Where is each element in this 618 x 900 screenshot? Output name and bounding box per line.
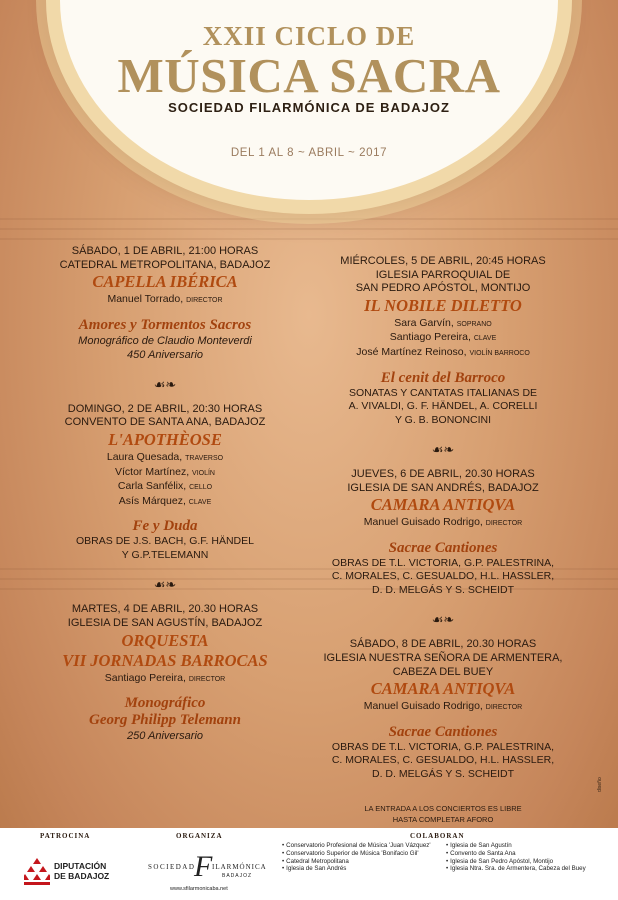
performer-name: Víctor Martínez, xyxy=(115,465,190,478)
ensemble-name: CAMARA ANTIQVA xyxy=(370,679,516,699)
collaborator-item: • Iglesia de San Pedro Apóstol, Montijo xyxy=(446,858,586,866)
concert-venue: IGLESIA NUESTRA SEÑORA DE ARMENTERA, xyxy=(323,651,563,664)
collaborator-item: • Catedral Metropolitana xyxy=(282,858,431,866)
ornament-icon: ☙❧ xyxy=(153,377,177,393)
logo-badajoz: BADAJOZ xyxy=(222,873,253,879)
concert-venue: IGLESIA DE SAN AGUSTÍN, BADAJOZ xyxy=(67,616,263,629)
concert-date: SÁBADO, 8 DE ABRIL, 20.30 HORAS xyxy=(349,638,537,651)
logo-f: F xyxy=(194,850,213,883)
program-description: 250 Aniversario xyxy=(126,730,204,743)
concert-venue: CABEZA DEL BUEY xyxy=(392,665,494,678)
concert-date: JUEVES, 6 DE ABRIL, 20.30 HORAS xyxy=(351,468,535,481)
collaborator-item: • Iglesia de San Andrés xyxy=(282,865,431,873)
program-description: 450 Aniversario xyxy=(126,348,204,361)
performer xyxy=(40,293,290,308)
concert-date: MARTES, 4 DE ABRIL, 20.30 HORAS xyxy=(71,603,259,616)
program-works: C. MORALES, C. GESUALDO, H.L. HASSLER, xyxy=(331,570,555,583)
ensemble-name: ORQUESTA xyxy=(121,630,209,650)
diputacion-line: DIPUTACIÓN xyxy=(54,861,107,871)
ornament-icon: ☙❧ xyxy=(153,578,177,594)
performer xyxy=(40,451,290,466)
concert-venue: CONVENTO DE SANTA ANA, BADAJOZ xyxy=(64,416,266,429)
colaboran-label: COLABORAN xyxy=(410,832,465,840)
left-column xyxy=(40,245,290,743)
festival-dates: DEL 1 AL 8 ~ ABRIL ~ 2017 xyxy=(230,147,388,159)
program-works: OBRAS DE T.L. VICTORIA, G.P. PALESTRINA, xyxy=(331,740,555,753)
performer-name: Santiago Pereira, xyxy=(104,671,186,684)
website-url[interactable]: www.sfilarmonicaba.net xyxy=(170,886,228,892)
program-works: D. D. MELGÁS Y S. SCHEIDT xyxy=(372,583,514,596)
patrocina-label: PATROCINA xyxy=(40,832,91,840)
program-works: D. D. MELGÁS Y S. SCHEIDT xyxy=(372,767,514,780)
performer xyxy=(40,672,290,687)
performer-role: TRAVERSO xyxy=(185,454,224,462)
admission-note-line: HASTA COMPLETAR AFORO xyxy=(392,815,494,825)
program-title: Fe y Duda xyxy=(132,518,198,535)
performer xyxy=(318,331,568,346)
program-works: C. MORALES, C. GESUALDO, H.L. HASSLER, xyxy=(331,754,555,767)
performer-name: Manuel Torrado, xyxy=(107,293,184,306)
performer xyxy=(40,480,290,495)
program-title: Amores y Tormentos Sacros xyxy=(78,316,252,333)
performer-role: DIRECTOR xyxy=(485,520,523,528)
concert-block xyxy=(40,403,290,563)
concert-venue: IGLESIA PARROQUIAL DE xyxy=(375,268,511,281)
performer-name: Manuel Guisado Rodrigo, xyxy=(363,516,483,529)
program-title: Sacrae Cantiones xyxy=(388,723,498,740)
admission-note-line: LA ENTRADA A LOS CONCIERTOS ES LIBRE xyxy=(364,804,522,814)
concert-date: MIÉRCOLES, 5 DE ABRIL, 20:45 HORAS xyxy=(340,255,546,267)
program-title: Georg Philipp Telemann xyxy=(89,712,241,729)
performer-name: Asís Márquez, xyxy=(118,494,186,507)
performer-name: Sara Garvín, xyxy=(394,316,454,329)
staff-line xyxy=(0,218,618,220)
diputacion-logo xyxy=(24,856,126,890)
concert-block xyxy=(318,468,568,597)
performer xyxy=(40,466,290,481)
concert-block xyxy=(318,255,568,427)
performer-name: Laura Quesada, xyxy=(106,450,183,463)
program-title: Monográfico xyxy=(124,695,206,712)
performer-role: CLAVE xyxy=(188,498,212,506)
ensemble-name: VII JORNADAS BARROCAS xyxy=(62,650,268,670)
collaborator-item: • Iglesia Ntra. Sra. de Armentera, Cabeza del Buey xyxy=(446,865,586,873)
concert-venue: CATEDRAL METROPOLITANA, BADAJOZ xyxy=(59,258,271,271)
staff-line xyxy=(0,228,618,230)
program-title: El cenit del Barroco xyxy=(380,369,506,386)
performer-role: DIRECTOR xyxy=(186,297,223,305)
program-works: SONATAS Y CANTATAS ITALIANAS DE xyxy=(348,386,538,399)
collaborators-right xyxy=(446,842,586,873)
performer-name: Manuel Guisado Rodrigo, xyxy=(363,700,483,713)
performer-role: VIOLÍN BARROCO xyxy=(469,349,530,357)
performer xyxy=(318,700,568,715)
program-works: Y G.P.TELEMANN xyxy=(121,548,209,561)
performer-role: CELLO xyxy=(189,484,213,492)
logo-sociedad: SOCIEDAD xyxy=(148,863,196,871)
title-line-1: XXII CICLO DE xyxy=(202,21,416,51)
performer xyxy=(318,346,568,361)
right-column xyxy=(318,255,568,825)
performer-role: DIRECTOR xyxy=(485,704,523,712)
concert-block xyxy=(40,603,290,743)
collaborator-item: • Conservatorio Superior de Música 'Bonifacio Gil' xyxy=(282,850,431,858)
organizer-name: SOCIEDAD FILARMÓNICA DE BADAJOZ xyxy=(168,100,450,115)
sociedad-filarmonica-logo xyxy=(148,846,267,896)
program-works: A. VIVALDI, G. F. HÄNDEL, A. CORELLI xyxy=(348,400,538,413)
ensemble-name: L'APOTHÈOSE xyxy=(108,429,222,449)
program-works: Y G. B. BONONCINI xyxy=(394,413,492,426)
performer-role: SOPRANO xyxy=(456,320,492,328)
diputacion-emblem-icon xyxy=(24,858,50,886)
performer-name: Carla Sanfélix, xyxy=(117,480,187,493)
program-works: OBRAS DE J.S. BACH, G.F. HÄNDEL xyxy=(76,535,254,548)
performer-name: Santiago Pereira, xyxy=(389,331,471,344)
staff-line xyxy=(0,238,618,240)
ensemble-name: IL NOBILE DILETTO xyxy=(364,295,522,315)
performer-role: CLAVE xyxy=(473,335,497,343)
program-title: Sacrae Cantiones xyxy=(388,539,498,556)
performer-name: José Martínez Reinoso, xyxy=(356,345,467,358)
performer xyxy=(318,317,568,332)
performer xyxy=(40,495,290,510)
collaborator-item: • Convento de Santa Ana xyxy=(446,850,586,858)
concert-block xyxy=(318,638,568,781)
concert-venue: SAN PEDRO APÓSTOL, MONTIJO xyxy=(355,282,531,295)
title-line-2: MÚSICA SACRA xyxy=(117,48,501,103)
program-works: OBRAS DE T.L. VICTORIA, G.P. PALESTRINA, xyxy=(331,556,555,569)
logo-filarmonica: ILARMÓNICA xyxy=(212,863,267,871)
ornament-icon: ☙❧ xyxy=(431,443,455,459)
collaborator-item: • Conservatorio Profesional de Música 'Juan Vázquez' xyxy=(282,842,431,850)
ensemble-name: CAPELLA IBÉRICA xyxy=(92,272,238,292)
diputacion-text xyxy=(54,861,109,881)
collaborators-left xyxy=(282,842,431,873)
ornament-icon: ☙❧ xyxy=(431,613,455,629)
footer xyxy=(0,828,618,900)
ensemble-name: CAMARA ANTIQVA xyxy=(370,495,516,515)
performer-role: DIRECTOR xyxy=(188,675,226,683)
concert-venue: IGLESIA DE SAN ANDRÉS, BADAJOZ xyxy=(347,481,539,494)
performer xyxy=(318,516,568,531)
design-credit: diseño xyxy=(597,777,603,792)
collaborator-item: • Iglesia de San Agustín xyxy=(446,842,586,850)
diputacion-line: DE BADAJOZ xyxy=(54,871,110,881)
performer-role: VIOLÍN xyxy=(192,469,215,477)
concert-date: SÁBADO, 1 DE ABRIL, 21:00 HORAS xyxy=(71,245,259,257)
organiza-label: ORGANIZA xyxy=(176,832,223,840)
admission-note xyxy=(318,803,568,825)
program-description: Monográfico de Claudio Monteverdi xyxy=(78,334,252,347)
concert-date: DOMINGO, 2 DE ABRIL, 20:30 HORAS xyxy=(67,402,263,415)
concert-block xyxy=(40,245,290,362)
